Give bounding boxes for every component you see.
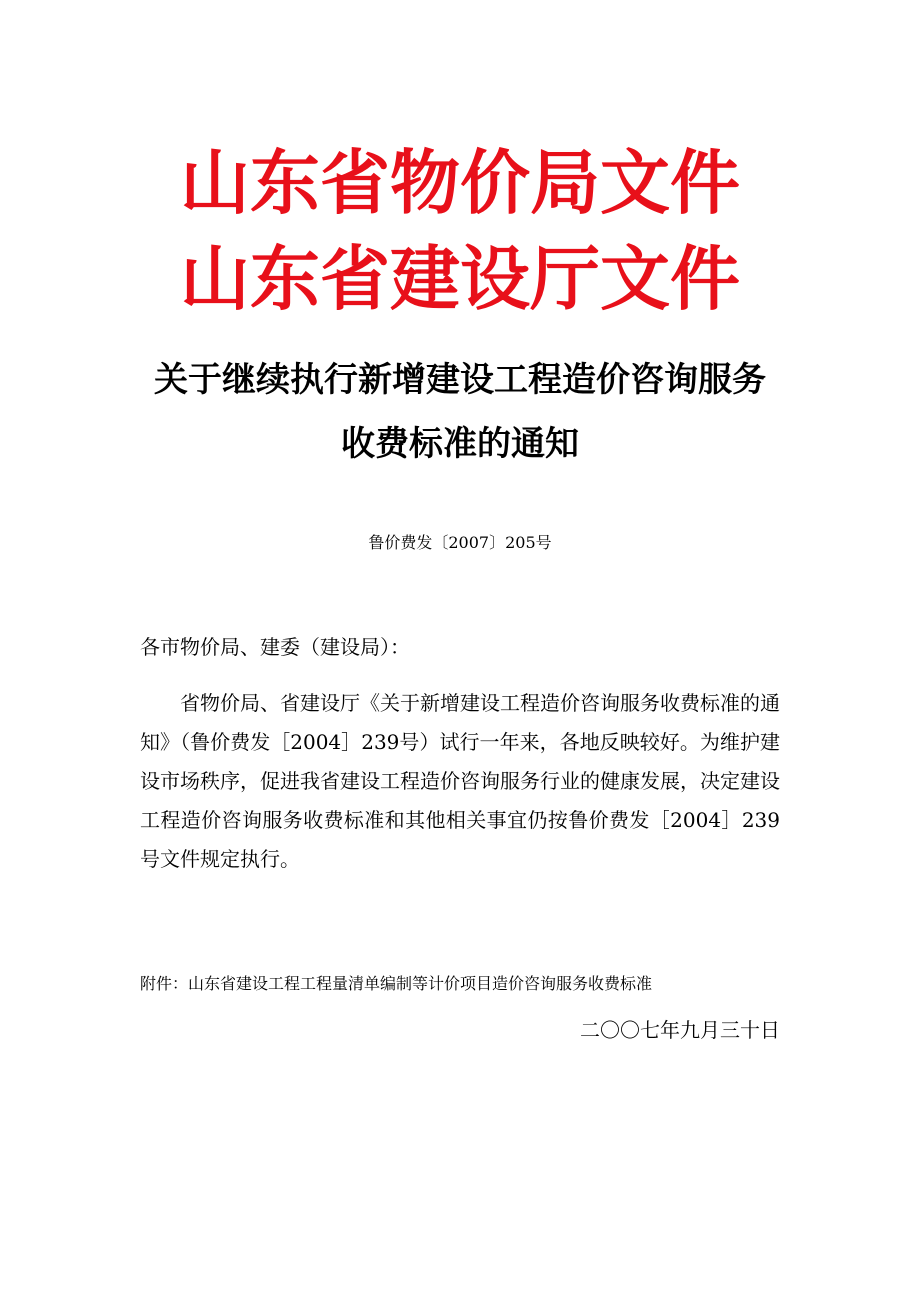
issuer-header-price-bureau: 山东省物价局文件 [180, 142, 740, 224]
document-title-line-1: 关于继续执行新增建设工程造价咨询服务 [154, 360, 766, 400]
document-number: 鲁价费发〔2007〕205号 [368, 533, 552, 552]
document-title-line-2: 收费标准的通知 [341, 424, 579, 464]
attachment-note: 附件：山东省建设工程工程量清单编制等计价项目造价咨询服务收费标准 [140, 974, 653, 993]
issuer-header-construction-department: 山东省建设厅文件 [180, 238, 740, 320]
salutation: 各市物价局、建委（建设局）： [140, 635, 410, 659]
body-paragraph: 省物价局、省建设厅《关于新增建设工程造价咨询服务收费标准的通知》（鲁价费发［2004］239号）试行一年来，各地反映较好。为维护建设市场秩序，促进我省建设工程造价咨询服务行业的健康发展，决定建设工程造价咨询服务收费标准和其他相关事宜仍按鲁价费发［2004］239号文件规定执行。 [140, 691, 780, 871]
issue-date: 二〇〇七年九月三十日 [580, 1018, 780, 1042]
